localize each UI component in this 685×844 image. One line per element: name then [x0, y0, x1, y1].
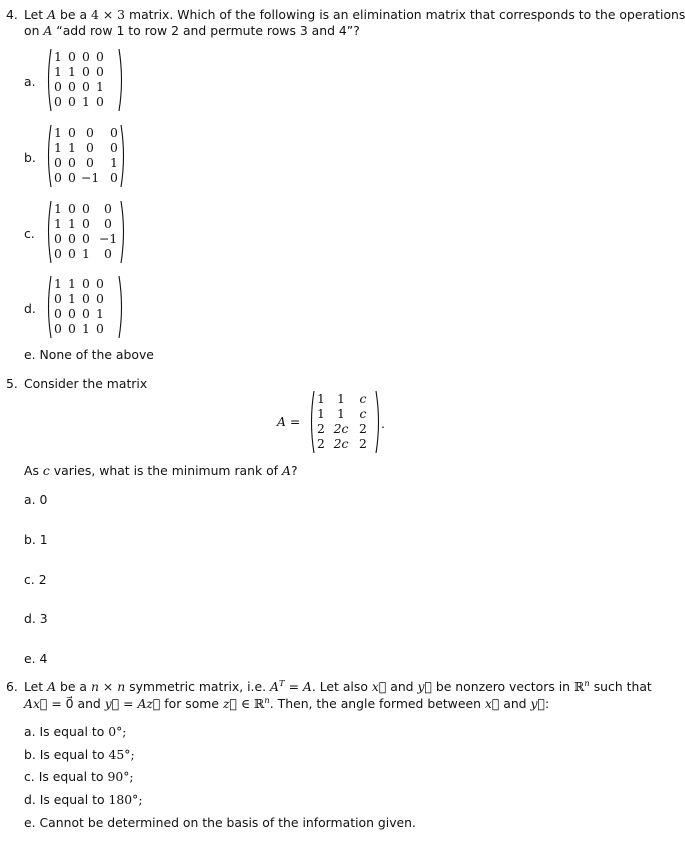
matrix-entry: 0 — [96, 64, 104, 79]
q6-option-angle: 45°; — [108, 747, 135, 762]
matrix-entry: 0 — [86, 140, 94, 155]
q6-text-segment: . Then, the angle formed between — [269, 696, 485, 711]
matrix-entry: 0 — [68, 321, 76, 336]
matrix-entry: 0 — [82, 49, 90, 64]
q6-text-segment: symmetric matrix, i.e. — [125, 679, 270, 694]
q6-text-segment: Az⃗ — [137, 696, 161, 711]
matrix-entry: c — [359, 406, 367, 421]
q6-text-segment: = — [284, 679, 303, 694]
q6-line2 — [24, 696, 549, 711]
q6-text-segment: x⃗ — [371, 679, 387, 694]
matrix-entry: 0 — [54, 246, 62, 261]
matrix-entry: 1 — [68, 291, 76, 306]
matrix-entry: 1 — [54, 276, 62, 291]
matrix-entry: 0 — [54, 321, 62, 336]
q6-option-angle: 180°; — [108, 792, 143, 807]
q5-lhs: A = — [277, 414, 301, 429]
q6-number: 6. — [6, 679, 18, 694]
q6-text-segment: and — [386, 679, 418, 694]
right-paren — [117, 48, 125, 112]
matrix-entry: c — [359, 391, 367, 406]
matrix-entry: 0 — [54, 170, 62, 185]
matrix-entry: 1 — [68, 140, 76, 155]
matrix-entry: 0 — [68, 155, 76, 170]
q6-text-segment: Ax⃗ — [24, 696, 48, 711]
matrix-entry: 0 — [110, 140, 118, 155]
matrix-entry: 0 — [68, 170, 76, 185]
matrix-entry: −1 — [81, 170, 100, 185]
q6-text-segment: n — [264, 695, 270, 706]
matrix-entry: 0 — [96, 321, 104, 336]
matrix-entry: 1 — [317, 391, 325, 406]
matrix-entry: 0 — [68, 49, 76, 64]
matrix-entry: 1 — [68, 276, 76, 291]
right-paren — [119, 200, 127, 264]
q6-text-segment: x⃗ — [484, 696, 500, 711]
matrix-entry: 0 — [96, 291, 104, 306]
q6-text-segment: A — [47, 679, 57, 694]
q6-text-segment: for some — [160, 696, 223, 711]
matrix-entry: 0 — [54, 155, 62, 170]
matrix-entry: 1 — [54, 201, 62, 216]
matrix-entry: 0 — [86, 125, 94, 140]
q6-line1 — [24, 679, 652, 694]
q5-option[interactable]: d. 3 — [24, 611, 48, 626]
q6-option-text: c. Is equal to — [24, 769, 108, 784]
q6-option-text: d. Is equal to — [24, 792, 109, 807]
q6-text-segment: y⃗ — [104, 696, 120, 711]
q6-option[interactable] — [24, 724, 126, 739]
matrix-entry: 0 — [110, 170, 118, 185]
q6-text-segment: ℝ — [253, 696, 265, 711]
matrix-entry: 1 — [54, 64, 62, 79]
q4-option-e[interactable]: e. None of the above — [24, 347, 154, 362]
matrix-entry: 0 — [82, 201, 90, 216]
matrix-entry: 2 — [317, 421, 325, 436]
q6-text-segment: Let — [24, 679, 48, 694]
q6-option[interactable] — [24, 747, 135, 762]
matrix-entry: 0 — [104, 201, 112, 216]
q6-option[interactable] — [24, 769, 134, 784]
matrix-entry: 0 — [54, 94, 62, 109]
q5-period: . — [381, 416, 385, 431]
matrix-entry: 1 — [96, 306, 104, 321]
matrix-entry: 0 — [54, 291, 62, 306]
matrix-entry: 1 — [54, 125, 62, 140]
q5-option[interactable]: b. 1 — [24, 532, 48, 547]
matrix-entry: 0 — [96, 94, 104, 109]
q6-text-segment: = — [47, 696, 66, 711]
q5-option[interactable]: a. 0 — [24, 492, 48, 507]
matrix-entry: 0 — [54, 79, 62, 94]
matrix-entry: 1 — [317, 406, 325, 421]
q5-option[interactable]: e. 4 — [24, 651, 48, 666]
q6-text-segment: and — [73, 696, 105, 711]
q6-text-segment: be nonzero vectors in — [431, 679, 574, 694]
matrix-entry: 1 — [82, 94, 90, 109]
matrix-entry: 0 — [82, 231, 90, 246]
matrix-entry: 1 — [54, 216, 62, 231]
matrix-entry: 1 — [337, 406, 345, 421]
matrix-entry: 0 — [82, 306, 90, 321]
matrix-entry: 1 — [68, 64, 76, 79]
matrix-entry: 1 — [68, 216, 76, 231]
q4-line2: on A “add row 1 to row 2 and permute rows 3 and 4”? — [24, 23, 360, 38]
q5-intro: Consider the matrix — [24, 376, 148, 391]
matrix-entry: 1 — [110, 155, 118, 170]
q6-text-segment: . Let also — [311, 679, 372, 694]
q6-text-segment: and — [499, 696, 531, 711]
matrix-entry: 1 — [82, 246, 90, 261]
matrix-entry: 1 — [96, 79, 104, 94]
q4-option-label[interactable]: b. — [24, 150, 36, 165]
q4-option-label[interactable]: a. — [24, 74, 36, 89]
q6-option-text: e. Cannot be determined on the basis of the information given. — [24, 815, 416, 830]
matrix-entry: 0 — [82, 216, 90, 231]
right-paren — [119, 124, 127, 188]
q5-number: 5. — [6, 376, 18, 391]
q6-text-segment: such that — [589, 679, 652, 694]
matrix-entry: 1 — [54, 140, 62, 155]
q6-text-segment: z⃗ — [222, 696, 237, 711]
q5-question: As c varies, what is the minimum rank of A? — [24, 463, 298, 478]
q4-line1: Let A be a 4 × 3 matrix. Which of the following is an elimination matrix that corresponds to the operations — [24, 7, 685, 22]
q4-option-label[interactable]: c. — [24, 226, 35, 241]
matrix-entry: −1 — [99, 231, 118, 246]
q4-number: 4. — [6, 7, 18, 22]
matrix-entry: 0 — [96, 276, 104, 291]
matrix-entry: 0 — [82, 79, 90, 94]
q6-text-segment: n — [584, 678, 590, 689]
matrix-entry: 2c — [333, 421, 349, 436]
matrix-entry: 1 — [54, 49, 62, 64]
q6-text-segment: y⃗ — [530, 696, 545, 711]
matrix-entry: 0 — [68, 231, 76, 246]
matrix-entry: 1 — [337, 391, 345, 406]
q6-option[interactable] — [24, 815, 416, 830]
q6-option-angle: 0°; — [108, 724, 127, 739]
matrix-entry: 0 — [110, 125, 118, 140]
q6-option-text: b. Is equal to — [24, 747, 109, 762]
matrix-entry: 2 — [359, 421, 367, 436]
q6-option-angle: 90°; — [107, 769, 134, 784]
q4-option-label[interactable]: d. — [24, 301, 36, 316]
q6-text-segment: : — [544, 696, 550, 711]
q6-text-segment: y⃗ — [417, 679, 432, 694]
q6-text-segment: A — [270, 679, 279, 694]
matrix-entry: 0 — [86, 155, 94, 170]
q6-text-segment: = — [119, 696, 138, 711]
matrix-entry: 2c — [333, 436, 349, 451]
matrix-entry: 0 — [68, 246, 76, 261]
right-paren — [117, 275, 125, 339]
matrix-entry: 0 — [82, 291, 90, 306]
matrix-entry: 0 — [96, 49, 104, 64]
matrix-entry: 0 — [82, 64, 90, 79]
q6-option-text: a. Is equal to — [24, 724, 109, 739]
matrix-entry: 0 — [68, 79, 76, 94]
q5-option[interactable]: c. 2 — [24, 572, 47, 587]
matrix-entry: 0 — [104, 216, 112, 231]
matrix-entry: 2 — [317, 436, 325, 451]
matrix-entry: 0 — [68, 94, 76, 109]
q6-text-segment: n — [90, 679, 99, 694]
matrix-entry: 0 — [54, 306, 62, 321]
matrix-entry: 0 — [68, 306, 76, 321]
q6-text-segment: A — [302, 679, 312, 694]
q6-option[interactable] — [24, 792, 143, 807]
matrix-entry: 0 — [104, 246, 112, 261]
q6-text-segment: be a — [56, 679, 91, 694]
matrix-entry: 1 — [82, 321, 90, 336]
q6-text-segment: × — [98, 679, 118, 694]
q6-text-segment: ∈ — [236, 696, 254, 711]
matrix-entry: 0 — [68, 201, 76, 216]
q6-text-segment: T — [278, 678, 285, 689]
matrix-entry: 0 — [82, 276, 90, 291]
q6-text-segment: 0⃗ — [65, 696, 74, 711]
matrix-entry: 0 — [54, 231, 62, 246]
q6-text-segment: n — [117, 679, 126, 694]
matrix-entry: 2 — [359, 436, 367, 451]
matrix-entry: 0 — [68, 125, 76, 140]
q6-text-segment: ℝ — [573, 679, 585, 694]
